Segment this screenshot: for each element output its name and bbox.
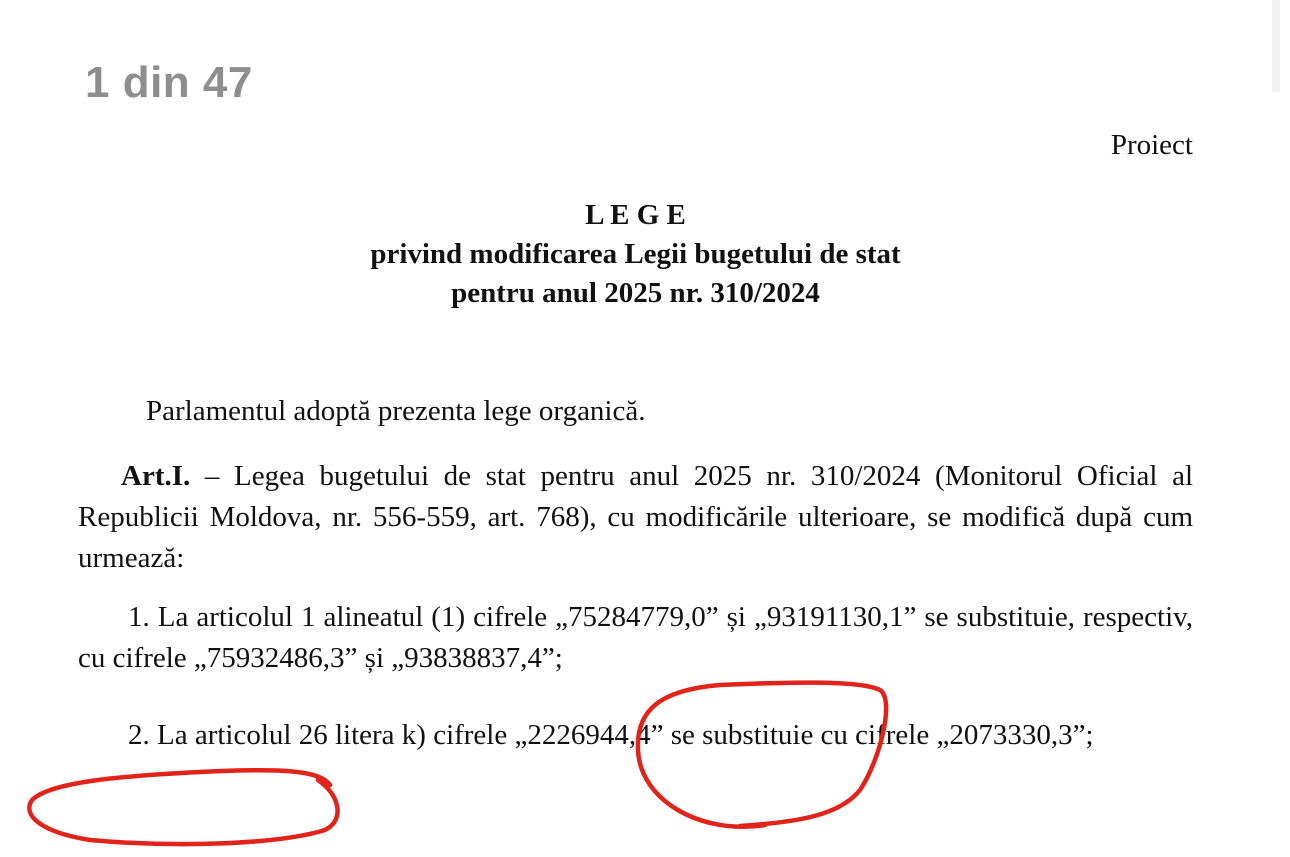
title-line-2: privind modificarea Legii bugetului de stat [370, 238, 901, 270]
circle-mark-left [29, 770, 337, 844]
article-1 [78, 456, 1193, 579]
amendment-item-2: 2. La articolul 26 litera k) cifrele „2226944,4” se substituie cu cifrele „2073330,3”; [128, 719, 1094, 751]
scrollbar[interactable] [1272, 0, 1280, 92]
title-line-3: pentru anul 2025 nr. 310/2024 [451, 277, 820, 309]
article-1-label: Art.I. [121, 460, 191, 492]
page-counter: 1 din 47 [85, 58, 253, 107]
article-1-text: – Legea bugetului de stat pentru anul 2025 nr. 310/2024 (Monitorul Oficial al Republicii Moldova, nr. 556-559, art. 768), cu modificările ulterioare, se modifică după cum urmează: [78, 460, 1193, 574]
title-line-1: L E G E [585, 199, 686, 231]
document-status: Proiect [1110, 129, 1193, 161]
document-title [78, 196, 1193, 313]
document-page [78, 125, 1193, 756]
amendment-item-1: 1. La articolul 1 alineatul (1) cifrele „75284779,0” și „93191130,1” se substituie, respectiv, cu cifrele „75932486,3” și „93838837,4”; [78, 601, 1193, 674]
preamble: Parlamentul adoptă prezenta lege organică. [146, 395, 646, 427]
